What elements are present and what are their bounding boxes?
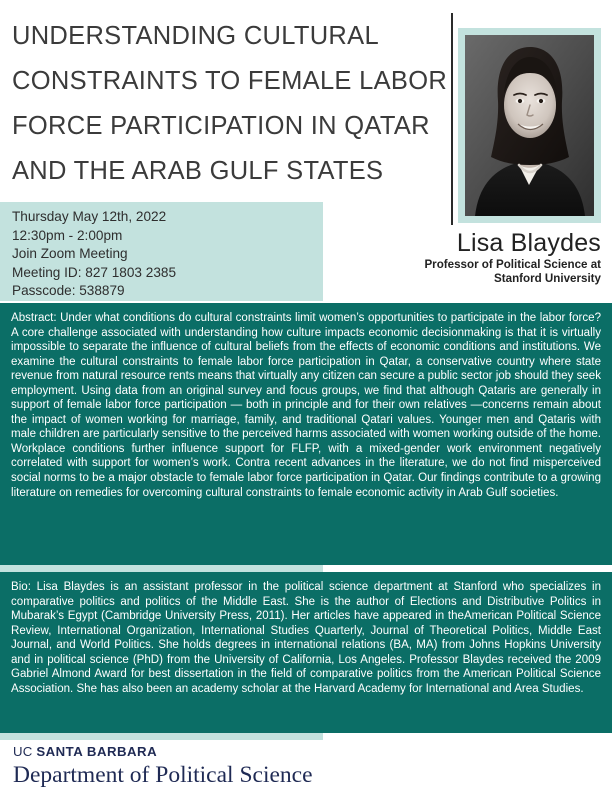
speaker-block: [371, 228, 601, 287]
event-details-box: [0, 202, 323, 301]
zoom-join-link[interactable]: Join Zoom Meeting: [12, 246, 128, 262]
divider-segment-white: [323, 565, 612, 572]
bio-text: Bio: Lisa Blaydes is an assistant professor in the political science department at Stanford who specializes in comparative politics and politics of the Middle East. She is the author of Elections and Distributive Politics in Mubarak’s Egypt (Cambridge University Press, 2011). Her articles have appeared in theAmerican Political Science Review, International Organization, International Studies Quarterly, Journal of Theoretical Politics, Middle East Journal, and World Politics. She holds degrees in international relations (BA, MA) from Johns Hopkins University and in political science (PhD) from the University of California, Los Angeles. Professor Blaydes received the 2009 Gabriel Almond Award for best dissertation in the field of comparative politics from the American Political Science Association. She has also been an academy scholar at the Harvard Academy for International and Area Studies.: [11, 581, 601, 695]
vertical-divider-rule: [451, 13, 453, 225]
ucsb-wordmark: [13, 744, 313, 760]
divider-segment-teal: [0, 733, 323, 740]
title-line-3: FORCE PARTICIPATION IN QATAR: [12, 112, 430, 140]
section-divider-bottom: [0, 733, 612, 740]
divider-segment-teal: [0, 565, 323, 572]
bio-panel: [0, 572, 612, 733]
department-name: Department of Political Science: [13, 762, 313, 788]
speaker-photo-frame: [458, 28, 601, 223]
ucsb-santa-barbara-text: SANTA BARBARA: [36, 744, 158, 759]
zoom-passcode: Passcode: 538879: [12, 283, 125, 299]
speaker-affiliation-line-2: Stanford University: [494, 272, 601, 286]
event-time: 12:30pm - 2:00pm: [12, 227, 123, 243]
title-line-1: UNDERSTANDING CULTURAL: [12, 22, 379, 50]
zoom-meeting-id: Meeting ID: 827 1803 2385: [12, 264, 177, 280]
title-line-2: CONSTRAINTS TO FEMALE LABOR: [12, 67, 448, 95]
speaker-affiliation-line-1: Professor of Political Science at: [424, 258, 601, 271]
speaker-name: Lisa Blaydes: [456, 229, 601, 257]
speaker-photo: [465, 35, 594, 216]
section-divider-middle: [0, 565, 612, 572]
title-line-4: AND THE ARAB GULF STATES: [12, 157, 384, 185]
ucsb-uc-text: UC: [13, 744, 37, 759]
abstract-text: Abstract: Under what conditions do cultural constraints limit women’s opportunities to participate in the labor force? A core challenge associated with understanding how culture impacts economic decisionmaking is that it is virtually impossible to separate the influence of cultural beliefs from the effects of economic conditions and institutions. We examine the cultural constraints to female labor force participation in Qatar, a conservative country where state revenue from natural resource rents means that virtually any citizen can secure a public sector job should they seek employment. Using data from an original survey and focus groups, we find that although Qataris are generally in support of female labor force participation — both in principle and for their own relatives —concerns remain about the impact of women working for marriage, family, and traditional Qatari values. Younger men and Qataris with male children are particularly sensitive to the perceived harms associated with women working outside of the home. Workplace conditions further influence support for FLFP, with a mixed-gender work environment negatively correlated with support for women’s work. Contra recent advances in the literature, we do not find misperceived social norms to be a major obstacle to female labor force participation in Qatar. Our findings contribute to a growing literature on remedies for overcoming cultural constraints to female economic activity in Arab Gulf societies.: [11, 312, 601, 499]
event-date: Thursday May 12th, 2022: [12, 209, 167, 224]
ucsb-logo: [13, 744, 313, 789]
page-title: [12, 14, 450, 194]
abstract-panel: [0, 303, 612, 565]
divider-segment-white: [323, 733, 612, 740]
